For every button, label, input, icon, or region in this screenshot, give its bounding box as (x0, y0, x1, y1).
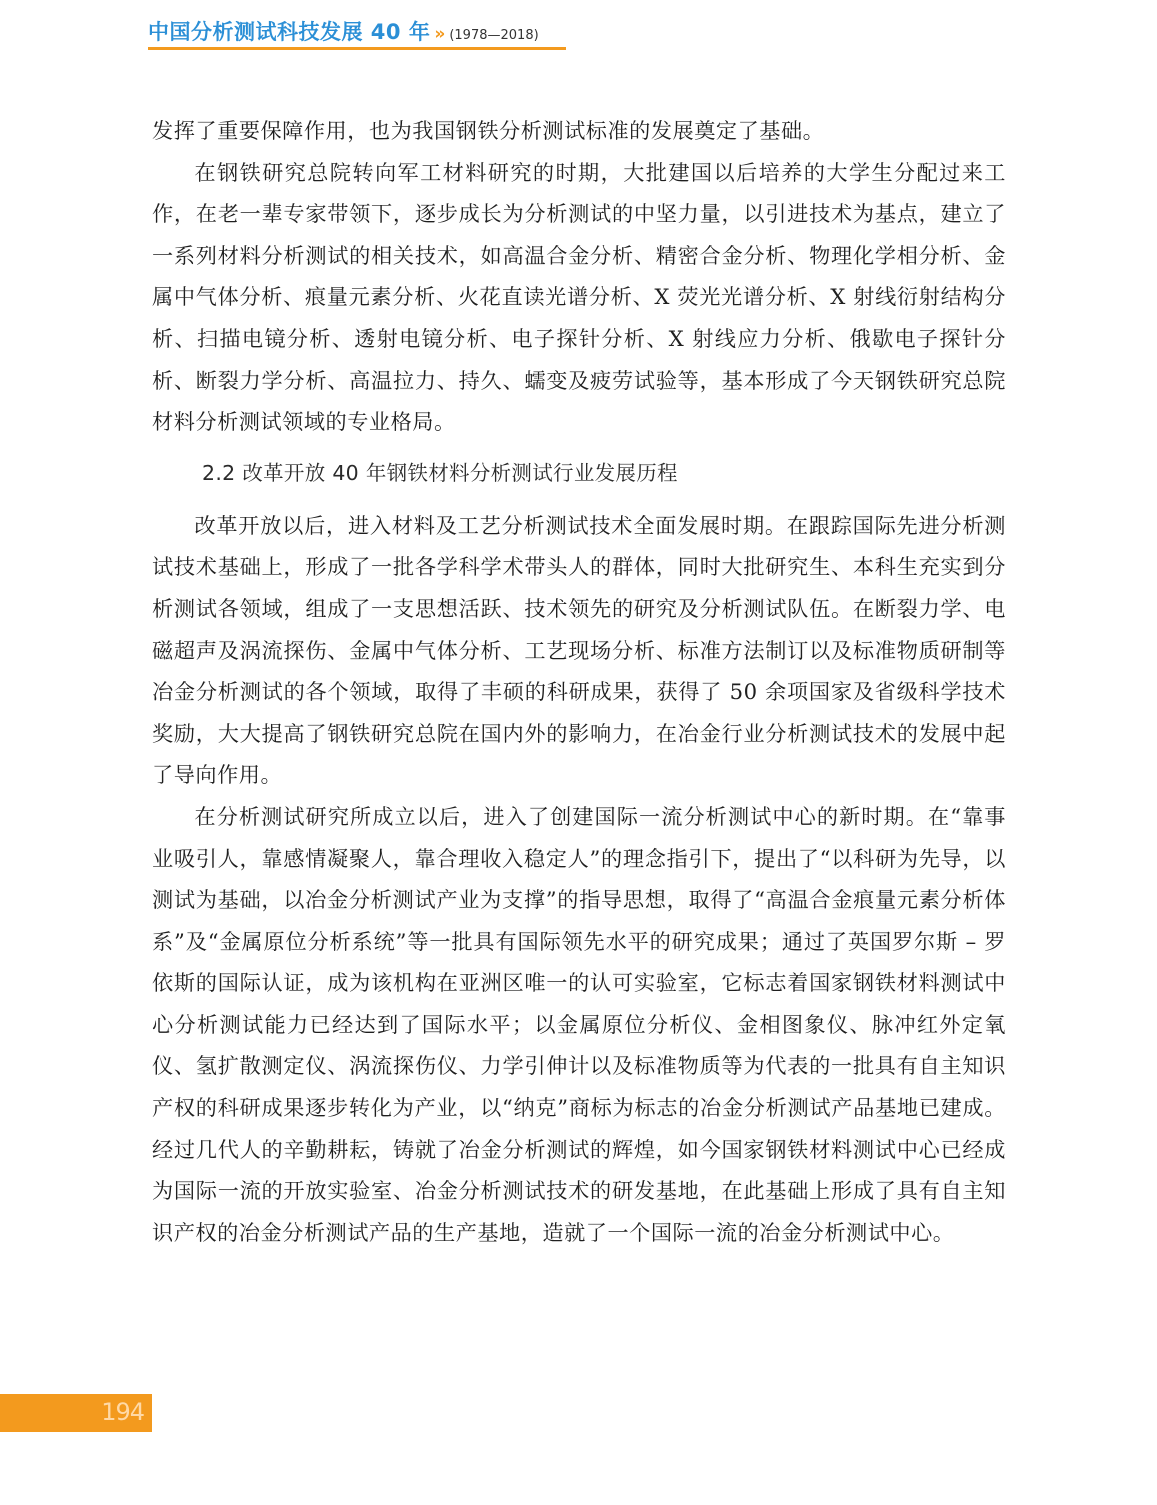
year-range: (1978—2018) (449, 28, 539, 43)
double-chevron-icon: » (434, 24, 446, 44)
header-underline (148, 47, 566, 50)
paragraph: 在分析测试研究所成立以后，进入了创建国际一流分析测试中心的新时期。在“靠事业吸引人，靠感情凝聚人，靠合理收入稳定人”的理念指引下，提出了“以科研为先导，以测试为基础，以冶金分析测试产业为支撑”的指导思想，取得了“高温合金痕量元素分析体系”及“金属原位分析系统”等一批具有国际领先水平的研究成果；通过了英国罗尔斯 – 罗依斯的国际认证，成为该机构在亚洲区唯一的认可实验室，它标志着国家钢铁材料测试中心分析测试能力已经达到了国际水平；以金属原位分析仪、金相图象仪、脉冲红外定氧仪、氢扩散测定仪、涡流探伤仪、力学引伸计以及标准物质等为代表的一批具有自主知识产权的科研成果逐步转化为产业，以“纳克”商标为标志的冶金分析测试产品基地已建成。经过几代人的辛勤耕耘，铸就了冶金分析测试的辉煌，如今国家钢铁材料测试中心已经成为国际一流的开放实验室、冶金分析测试技术的研发基地，在此基础上形成了具有自主知识产权的冶金分析测试产品的生产基地，造就了一个国际一流的冶金分析测试中心。 (152, 803, 1006, 1245)
page-number-tab (0, 1394, 152, 1432)
running-header (148, 16, 539, 46)
paragraph-continued: 发挥了重要保障作用，也为我国钢铁分析测试标准的发展奠定了基础。 (152, 118, 825, 143)
paragraph: 改革开放以后，进入材料及工艺分析测试技术全面发展时期。在跟踪国际先进分析测试技术基础上，形成了一批各学科学术带头人的群体，同时大批研究生、本科生充实到分析测试各领域，组成了一支思想活跃、技术领先的研究及分析测试队伍。在断裂力学、电磁超声及涡流探伤、金属中气体分析、工艺现场分析、标准方法制订以及标准物质研制等冶金分析测试的各个领域，取得了丰硕的科研成果，获得了 50 余项国家及省级科学技术奖励，大大提高了钢铁研究总院在国内外的影响力，在冶金行业分析测试技术的发展中起了导向作用。 (152, 512, 1006, 788)
book-title: 中国分析测试科技发展 40 年 (148, 20, 431, 44)
section-heading: 2.2 改革开放 40 年钢铁材料分析测试行业发展历程 (202, 460, 678, 485)
paragraph: 在钢铁研究总院转向军工材料研究的时期，大批建国以后培养的大学生分配过来工作，在老一辈专家带领下，逐步成长为分析测试的中坚力量，以引进技术为基点，建立了一系列材料分析测试的相关技术，如高温合金分析、精密合金分析、物理化学相分析、金属中气体分析、痕量元素分析、火花直读光谱分析、X 荧光光谱分析、X 射线衍射结构分析、扫描电镜分析、透射电镜分析、电子探针分析、X 射线应力分析、俄歇电子探针分析、断裂力学分析、高温拉力、持久、蠕变及疲劳试验等，基本形成了今天钢铁研究总院材料分析测试领域的专业格局。 (152, 159, 1006, 435)
page-number: 194 (101, 1398, 144, 1426)
body-text (152, 110, 1006, 1253)
